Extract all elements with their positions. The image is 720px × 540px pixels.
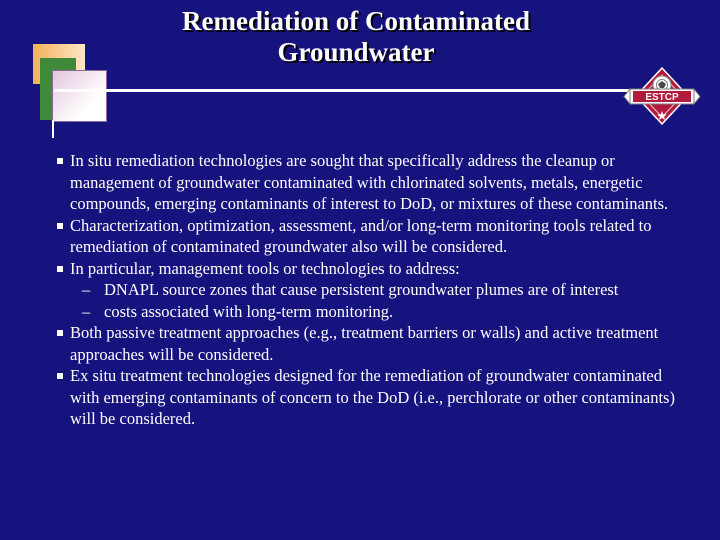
bullet-square-icon [57, 373, 63, 379]
decorative-square-pink [52, 70, 107, 122]
bullet-item [58, 365, 683, 430]
bullet-item [58, 322, 683, 365]
decorative-vertical-bar [52, 120, 54, 138]
dash-icon: – [82, 280, 91, 299]
bullet-text: In situ remediation technologies are sought that specifically address the cleanup or management of groundwater contaminated with chlorinated solvents, metals, energetic compounds, emerging contaminants of interest to DoD, or mixtures of these contaminants. [70, 151, 669, 213]
sub-bullet-text: DNAPL source zones that cause persistent groundwater plumes are of interest [104, 280, 619, 299]
sub-bullet-list [70, 279, 683, 322]
bullet-item [58, 215, 683, 258]
slide-title: Remediation of Contaminated Groundwater [182, 6, 530, 67]
logo-text: ESTCP [645, 92, 679, 103]
bullet-square-icon [57, 266, 63, 272]
sub-bullet-text: costs associated with long-term monitoring. [104, 301, 394, 321]
bullet-text: Ex situ treatment technologies designed for the remediation of groundwater contaminated with emerging contaminants of concern to the DoD (i.e., perchlorate or other contaminants) will be considered. [70, 366, 675, 428]
bullet-item [58, 258, 683, 323]
bullet-text: Characterization, optimization, assessment, and/or long-term monitoring tools related to remediation of contaminated groundwater also will be considered. [70, 215, 652, 256]
dash-icon: – [82, 301, 91, 321]
bullet-square-icon [57, 330, 63, 336]
sub-bullet-item [76, 301, 683, 323]
bullet-square-icon [57, 158, 63, 164]
bullet-text: In particular, management tools or technologies to address: [70, 258, 460, 278]
estcp-logo [622, 66, 702, 126]
bullet-square-icon [57, 223, 63, 229]
bullet-list [58, 150, 683, 430]
title-underline [54, 89, 632, 92]
sub-bullet-item [76, 279, 683, 301]
bullet-text: Both passive treatment approaches (e.g., treatment barriers or walls) and active treatment approaches will be considered. [70, 323, 659, 364]
bullet-item [58, 150, 683, 215]
